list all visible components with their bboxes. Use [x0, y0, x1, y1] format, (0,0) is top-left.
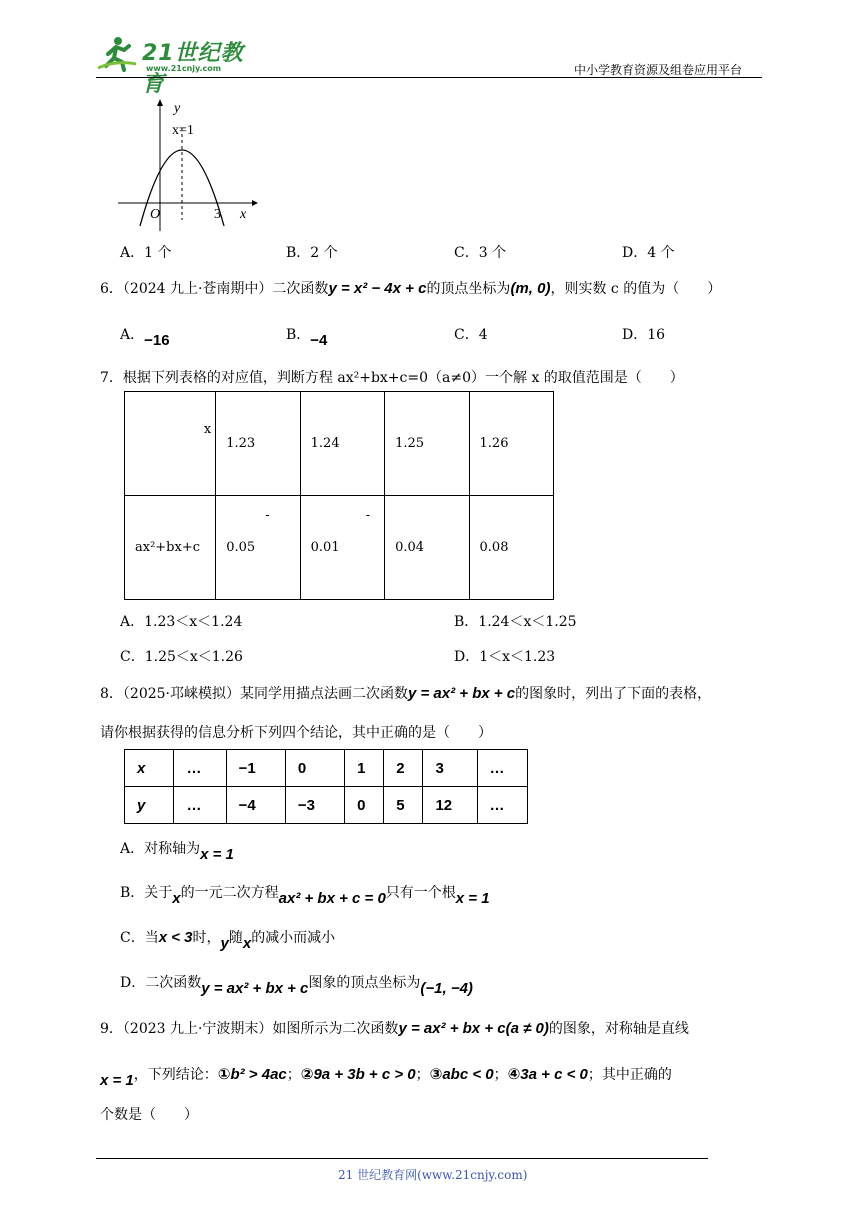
- q7-cell: 0.04: [385, 496, 469, 600]
- q8-table: x … −1 0 1 2 3 … y … −4 −3 0 5 12 …: [124, 749, 528, 824]
- q9-formula: y = ax² + bx + c(a ≠ 0): [398, 1020, 549, 1037]
- q9-stem-line2: x = 1，下列结论：①b² > 4ac；②9a + 3b + c > 0；③abc < 0；④3a + c < 0；其中正确的: [100, 1066, 672, 1089]
- q8-stem: 8．（2025·邛崃模拟）某同学用描点法画二次函数y = ax² + bx + c的图象时，列出了下面的表格，: [100, 685, 712, 702]
- q7-cell: 0.08: [469, 496, 553, 600]
- q8-option-d: D．二次函数y = ax² + bx + c图象的顶点坐标为(−1, −4): [120, 975, 473, 997]
- q7-cell: 1.26: [469, 392, 553, 496]
- q6-option-a: A．−16: [120, 327, 170, 349]
- q6-point: (m, 0): [510, 280, 551, 297]
- q8-y-header: y: [125, 787, 174, 824]
- q7-header-fx: ax²+bx+c: [125, 496, 216, 600]
- q6-option-b: B．−4: [286, 327, 328, 349]
- logo-url: www.21cnjy.com: [146, 64, 222, 73]
- q6-option-d: D．16: [622, 327, 666, 343]
- logo-text: 21世纪教育: [142, 41, 244, 97]
- site-logo: [96, 34, 256, 97]
- q5-option-a: A．1 个: [120, 245, 172, 261]
- q8-option-a: A．对称轴为x = 1: [120, 841, 234, 863]
- q7-cell: - 0.01: [300, 496, 384, 600]
- q7-option-c: C．1.25＜x＜1.26: [120, 649, 243, 665]
- q7-option-b: B．1.24＜x＜1.25: [454, 614, 577, 630]
- q7-cell: 1.25: [385, 392, 469, 496]
- q8-option-b: B．关于x的一元二次方程ax² + bx + c = 0只有一个根x = 1: [120, 885, 490, 907]
- q6-option-c: C．4: [454, 327, 488, 343]
- q5-option-b: B．2 个: [286, 245, 338, 261]
- q6-stem: 6．（2024 九上·苍南期中）二次函数y = x² − 4x + c的顶点坐标为(m, 0)，则实数 c 的值为（ ）: [100, 280, 722, 297]
- y-axis-label: y: [174, 101, 181, 116]
- origin-label: O: [150, 207, 161, 222]
- q9-stem: 9．（2023 九上·宁波期末）如图所示为二次函数y = ax² + bx + c(a ≠ 0)的图象，对称轴是直线: [100, 1020, 689, 1037]
- header-divider: [96, 77, 762, 78]
- q7-header-x: x: [125, 392, 216, 496]
- symmetry-axis-label: x=1: [172, 123, 194, 138]
- q8-x-header: x: [125, 750, 174, 787]
- q6-formula: y = x² − 4x + c: [328, 280, 427, 297]
- q7-cell: - 0.05: [216, 496, 300, 600]
- q9-stem-line3: 个数是（ ）: [100, 1107, 198, 1123]
- q8-option-c: C．当x < 3时，y随x的减小而减小: [120, 929, 336, 952]
- q7-cell: 1.24: [300, 392, 384, 496]
- q5-option-d: D．4 个: [622, 245, 675, 261]
- x-axis-label: x: [240, 207, 247, 222]
- q8-formula: y = ax² + bx + c: [408, 685, 516, 702]
- footer-link[interactable]: 21 世纪教育网(www.21cnjy.com): [338, 1168, 528, 1182]
- footer-divider: [96, 1158, 708, 1159]
- site-name: 中小学教育资源及组卷应用平台: [574, 63, 743, 77]
- q7-option-a: A．1.23＜x＜1.24: [120, 614, 243, 630]
- q7-table: [124, 391, 554, 600]
- q7-cell: 1.23: [216, 392, 300, 496]
- parabola-figure: [110, 96, 260, 236]
- q5-option-c: C．3 个: [454, 245, 507, 261]
- q8-stem-line2: 请你根据获得的信息分析下列四个结论，其中正确的是（ ）: [100, 725, 492, 741]
- q7-stem: 7．根据下列表格的对应值，判断方程 ax²+bx+c=0（a≠0）一个解 x 的取值范围是（ ）: [100, 370, 684, 386]
- q7-option-d: D．1＜x＜1.23: [454, 649, 556, 665]
- root-label: 3: [214, 207, 221, 222]
